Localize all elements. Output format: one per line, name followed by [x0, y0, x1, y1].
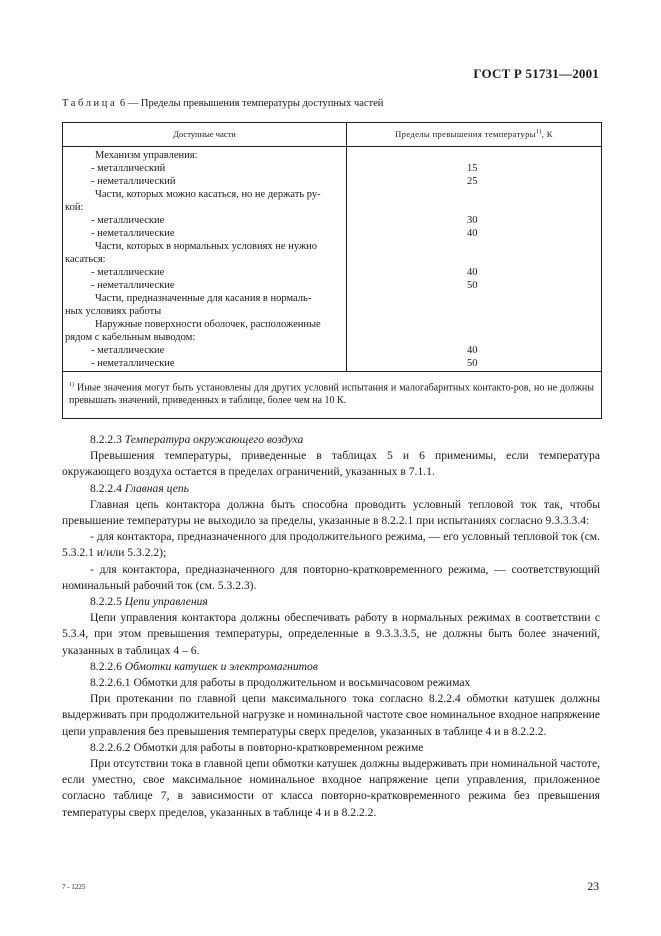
- table-row-label: Механизм управления:: [95, 150, 198, 161]
- print-mark: 7 - 1225: [62, 883, 86, 891]
- table-caption: [62, 98, 383, 109]
- section-heading-8-2-2-6-1: 8.2.2.6.1 Обмотки для работы в продолжительном и восьмичасовом режимах: [90, 676, 471, 690]
- section-number: 8.2.2.6: [90, 659, 125, 673]
- section-number: 8.2.2.5: [90, 595, 125, 609]
- column-separator: [346, 123, 347, 371]
- table-row-label: рядом с кабельным выводом:: [65, 332, 196, 343]
- column-header-footnote-mark: 1): [535, 129, 542, 136]
- paragraph: Превышения температуры, приведенные в таблицах 5 и 6 применимы, если температура окружающего воздуха остается в пределах ограничений, указанных в 7.1.1.: [62, 449, 600, 479]
- document-body: [62, 432, 600, 821]
- section-number: 8.2.2.4: [90, 481, 125, 495]
- footnote-separator: [63, 371, 601, 372]
- paragraph: При отсутствии тока в главной цепи обмотки катушек должны выдерживать при номинальной частоте, если уместно, свое максимальное номинальное входное напряжение цепи управления, приложенное согласно таблице 7, в зависимости от класса повторно-кратковременного режима без превышения температуры сверх пределов, указанных в таблице 4 и в 8.2.2.2.: [62, 757, 600, 819]
- table-row-label: Части, которых можно касаться, но не держать ру-: [95, 189, 321, 200]
- table-row-label: - металлические: [91, 345, 165, 356]
- table-caption-word: Таблица: [62, 98, 118, 109]
- paragraph: - для контактора, предназначенного для повторно-кратковременного режима, — соответствующий номинальный рабочий ток (см. 5.3.2.3).: [62, 562, 600, 592]
- table-row-value: 40: [467, 228, 478, 239]
- table-row-value: 30: [467, 215, 478, 226]
- table-row-value: 40: [467, 267, 478, 278]
- column-header-unit: , К: [541, 129, 553, 139]
- table-row-label: - металлические: [91, 215, 165, 226]
- page-number: 23: [587, 880, 599, 893]
- table-row-label: - металлические: [91, 267, 165, 278]
- table-row-value: 40: [467, 345, 478, 356]
- table-row-value: 15: [467, 163, 478, 174]
- table-footnote: [69, 379, 594, 407]
- section-heading-8-2-2-3: [62, 432, 600, 448]
- section-heading-8-2-2-6-2: 8.2.2.6.2 Обмотки для работы в повторно-кратковременном режиме: [90, 740, 424, 754]
- column-header-limits-text: Пределы превышения температуры: [395, 129, 536, 139]
- table-caption-text: 6 — Пределы превышения температуры доступных частей: [117, 98, 384, 109]
- table-row-label: - металлический: [91, 163, 166, 174]
- paragraph: Цепи управления контактора должны обеспечивать работу в нормальных режимах в соответствии с 5.3.4, при этом превышения температуры, определенные в 9.3.3.3.5, не должны быть более значений, указанных в таблицах 4 – 6.: [62, 611, 600, 657]
- section-heading-8-2-2-5: [62, 594, 600, 610]
- footnote-mark: 1): [69, 382, 74, 388]
- table-row-label: - неметаллический: [91, 176, 176, 187]
- table-row-label: Наружные поверхности оболочек, расположенные: [95, 319, 321, 330]
- column-header-parts: Доступные части: [173, 129, 236, 139]
- document-header: ГОСТ Р 51731—2001: [473, 66, 599, 81]
- section-title: Цепи управления: [124, 595, 208, 609]
- table-row-label: кой:: [65, 202, 84, 213]
- section-number: 8.2.2.3: [90, 433, 125, 446]
- table-row-value: 50: [467, 280, 478, 291]
- table-row-label: - неметаллические: [91, 228, 175, 239]
- section-heading-8-2-2-4: [62, 481, 600, 497]
- table-row-value: 50: [467, 358, 478, 369]
- paragraph: При протекании по главной цепи максимального тока согласно 8.2.2.4 обмотки катушек должны выдерживать при продолжительной нагрузке и номинальной частоте свое номинальное входное напряжение цепи управления без превышения температуры сверх пределов, указанных в таблице 4 и в 8.2.2.2.: [62, 692, 600, 738]
- table-row-label: Части, предназначенные для касания в нормаль-: [95, 293, 312, 304]
- table-row-value: 25: [467, 176, 478, 187]
- column-header-limits: [347, 129, 601, 139]
- section-title: Главная цепь: [124, 481, 189, 495]
- paragraph: Главная цепь контактора должна быть способна проводить условный тепловой ток так, чтобы превышение температуры не выходило за пределы, указанные в 8.2.2.1 при испытаниях согласно 9.3.3.3.4:: [62, 497, 600, 528]
- footnote-text: Иные значения могут быть установлены для других условий испытания и малогабаритных контакто-ров, но не должны превышать значений, приведенных в таблице, более чем на 10 К.: [69, 382, 594, 407]
- paragraph: - для контактора, предназначенного для продолжительного режима, — его условный тепловой ток (см. 5.3.2.1 и/или 5.3.2.2);: [62, 530, 600, 560]
- section-title: Температура окружающего воздуха: [124, 433, 304, 446]
- section-title: Обмотки катушек и электромагнитов: [124, 659, 318, 673]
- table-row-label: Части, которых в нормальных условиях не нужно: [95, 241, 318, 252]
- section-heading-8-2-2-6: [62, 659, 600, 675]
- table-row-label: - неметаллические: [91, 358, 175, 369]
- table-row-label: ных условиях работы: [65, 306, 162, 317]
- table-row-label: касаться:: [65, 254, 106, 265]
- temperature-limits-table: [62, 122, 602, 419]
- header-separator: [63, 146, 601, 147]
- table-row-label: - неметаллические: [91, 280, 175, 291]
